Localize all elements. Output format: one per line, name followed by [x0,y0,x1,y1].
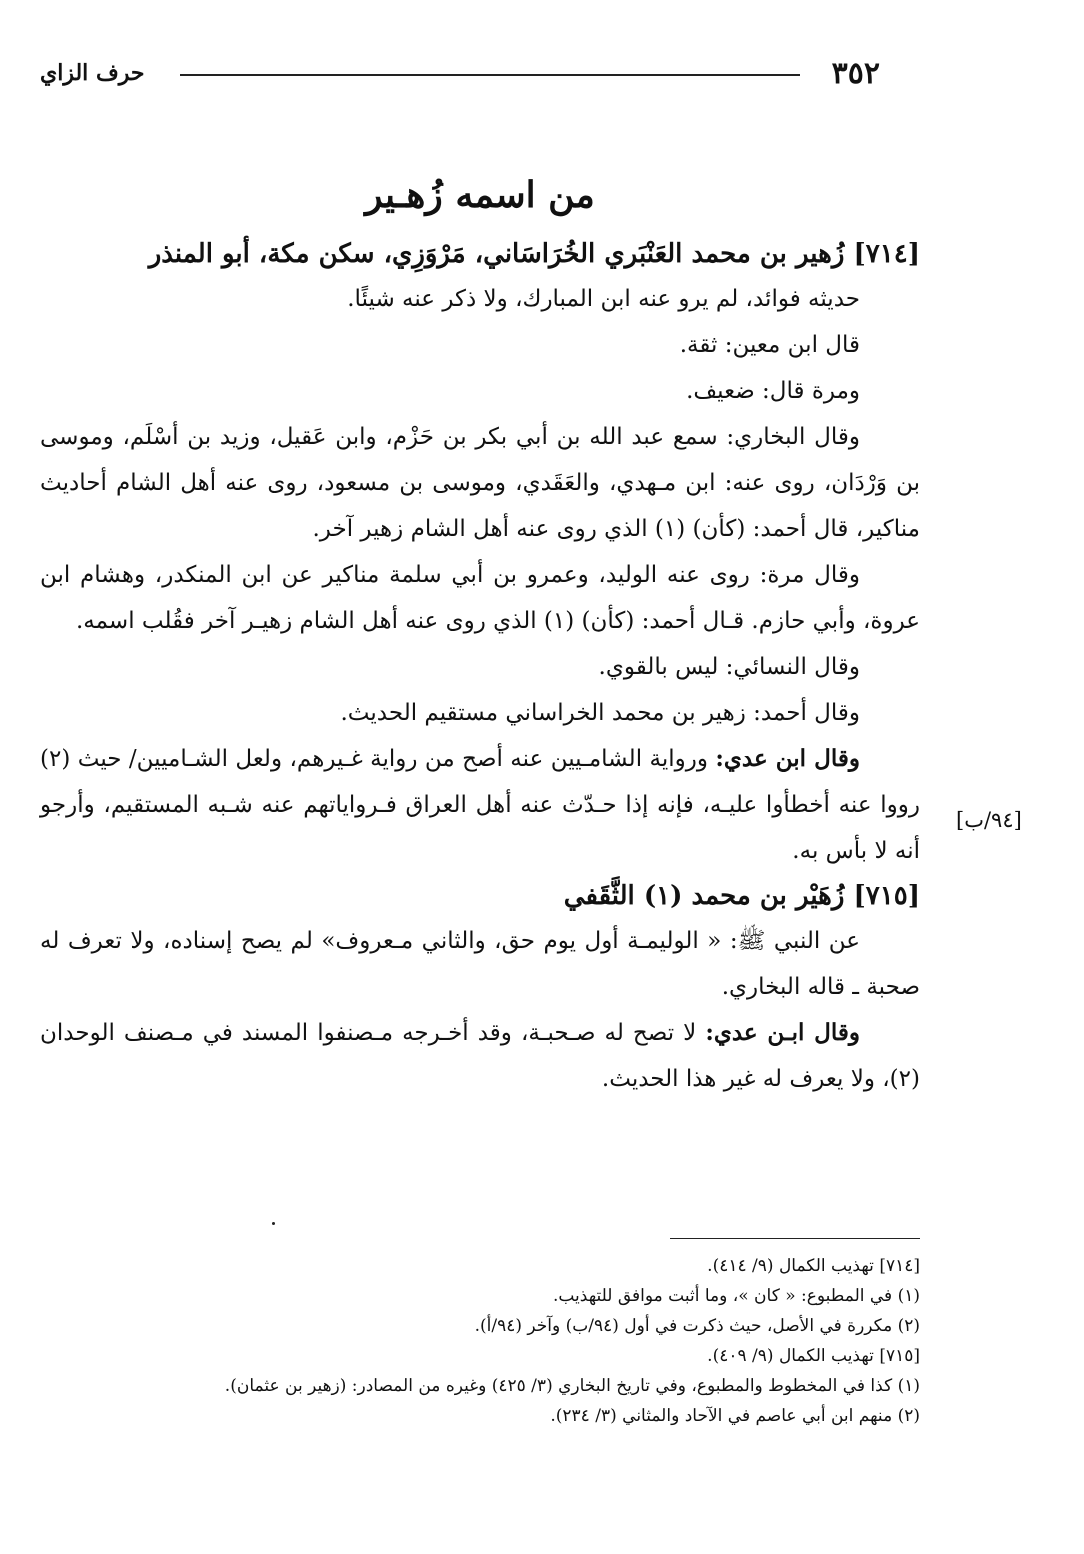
entry-paragraph: وقال ابن عدي: ورواية الشامـيين عنه أصح من رواية غـيرهم، ولعل الشـاميين/ حيث (٢) رووا عنه أخطأوا عليـه، فإنه إذا حـدّث عنه أهل العراق فـرواياتهم عنه شـبه المستقيم، وأرجو أنه لا بأس به. [40,745,920,864]
footnote-rule [670,1238,920,1239]
running-title: حرف الزاي [40,60,145,86]
stray-dot [272,1222,275,1225]
entry-heading: [٧١٥] زُهَيْر بن محمد (١) الثَّقَفي [563,881,920,911]
entry-paragraph: ومرة قال: ضعيف. [686,378,860,404]
entry-paragraph: عن النبي ﷺ: « الوليمـة أول يوم حق، والثاني مـعروف» لم يصح إسناده، ولا تعرف له صحبة ـ قاله البخاري. [40,928,920,1000]
footnote: [٧١٤] تهذيب الكمال (٩/ ٤١٤). [707,1256,920,1276]
entry-paragraph: وقال البخاري: سمع عبد الله بن أبي بكر بن حَزْم، وابن عَقيل، وزيد بن أسْلَم، وموسى بن وَرْدَان، روى عنه: ابن مـهدي، والعَقَدي، وموسى بن مسعود، روى عنه أهل الشام أحاديث مناكير، قال أحمد: (كأن) (١) الذي روى عنه أهل الشام زهير آخر. [40,424,920,542]
page-number: ٣٥٢ [831,56,880,91]
footnote: (٢) منهم ابن أبي عاصم في الآحاد والمثاني (٣/ ٢٣٤). [550,1406,920,1426]
entry-paragraph: وقال مرة: روى عنه الوليد، وعمرو بن أبي سلمة مناكير عن ابن المنكدر، وهشام ابن عروة، وأبي حازم. قـال أحمد: (كأن) (١) الذي روى عنه أهل الشام زهيـر آخر فقُلب اسمه. [40,562,920,634]
entry-paragraph: حديثه فوائد، لم يرو عنه ابن المبارك، ولا ذكر عنه شيئًا. [347,286,860,312]
footnote: (١) كذا في المخطوط والمطبوع، وفي تاريخ البخاري (٣/ ٤٢٥) وغيره من المصادر: (زهير بن عثمان). [224,1376,920,1396]
header-rule [180,74,800,76]
main-text [40,168,920,1102]
entry-paragraph: وقال ابـن عدي: لا تصح له صـحبـة، وقد أخـرجه مـصنفوا المسند في مـصنف الوحدان (٢)، ولا يعرف له غير هذا الحديث. [40,1019,920,1092]
entry-heading: [٧١٤] زُهير بن محمد العَنْبَري الخُرَاسَاني، مَرْوَزِي، سكن مكة، أبو المنذر [148,239,920,269]
page-header [40,56,880,96]
entry-paragraph: وقال أحمد: زهير بن محمد الخراساني مستقيم الحديث. [340,700,860,726]
footnote: (٢) مكررة في الأصل، حيث ذكرت في أول (٩٤/ب) وآخر (٩٤/أ). [474,1316,920,1336]
footnote: [٧١٥] تهذيب الكمال (٩/ ٤٠٩). [707,1346,920,1366]
entry-paragraph: وقال النسائي: ليس بالقوي. [598,654,860,680]
section-title: من اسمه زُهـير [365,174,595,216]
footnote: (١) في المطبوع: « كان »، وما أثبت موافق للتهذيب. [552,1286,920,1306]
footnotes [40,1238,920,1431]
manuscript-folio-note: [٩٤/ب] [956,808,1022,832]
entry-paragraph: قال ابن معين: ثقة. [679,332,860,358]
